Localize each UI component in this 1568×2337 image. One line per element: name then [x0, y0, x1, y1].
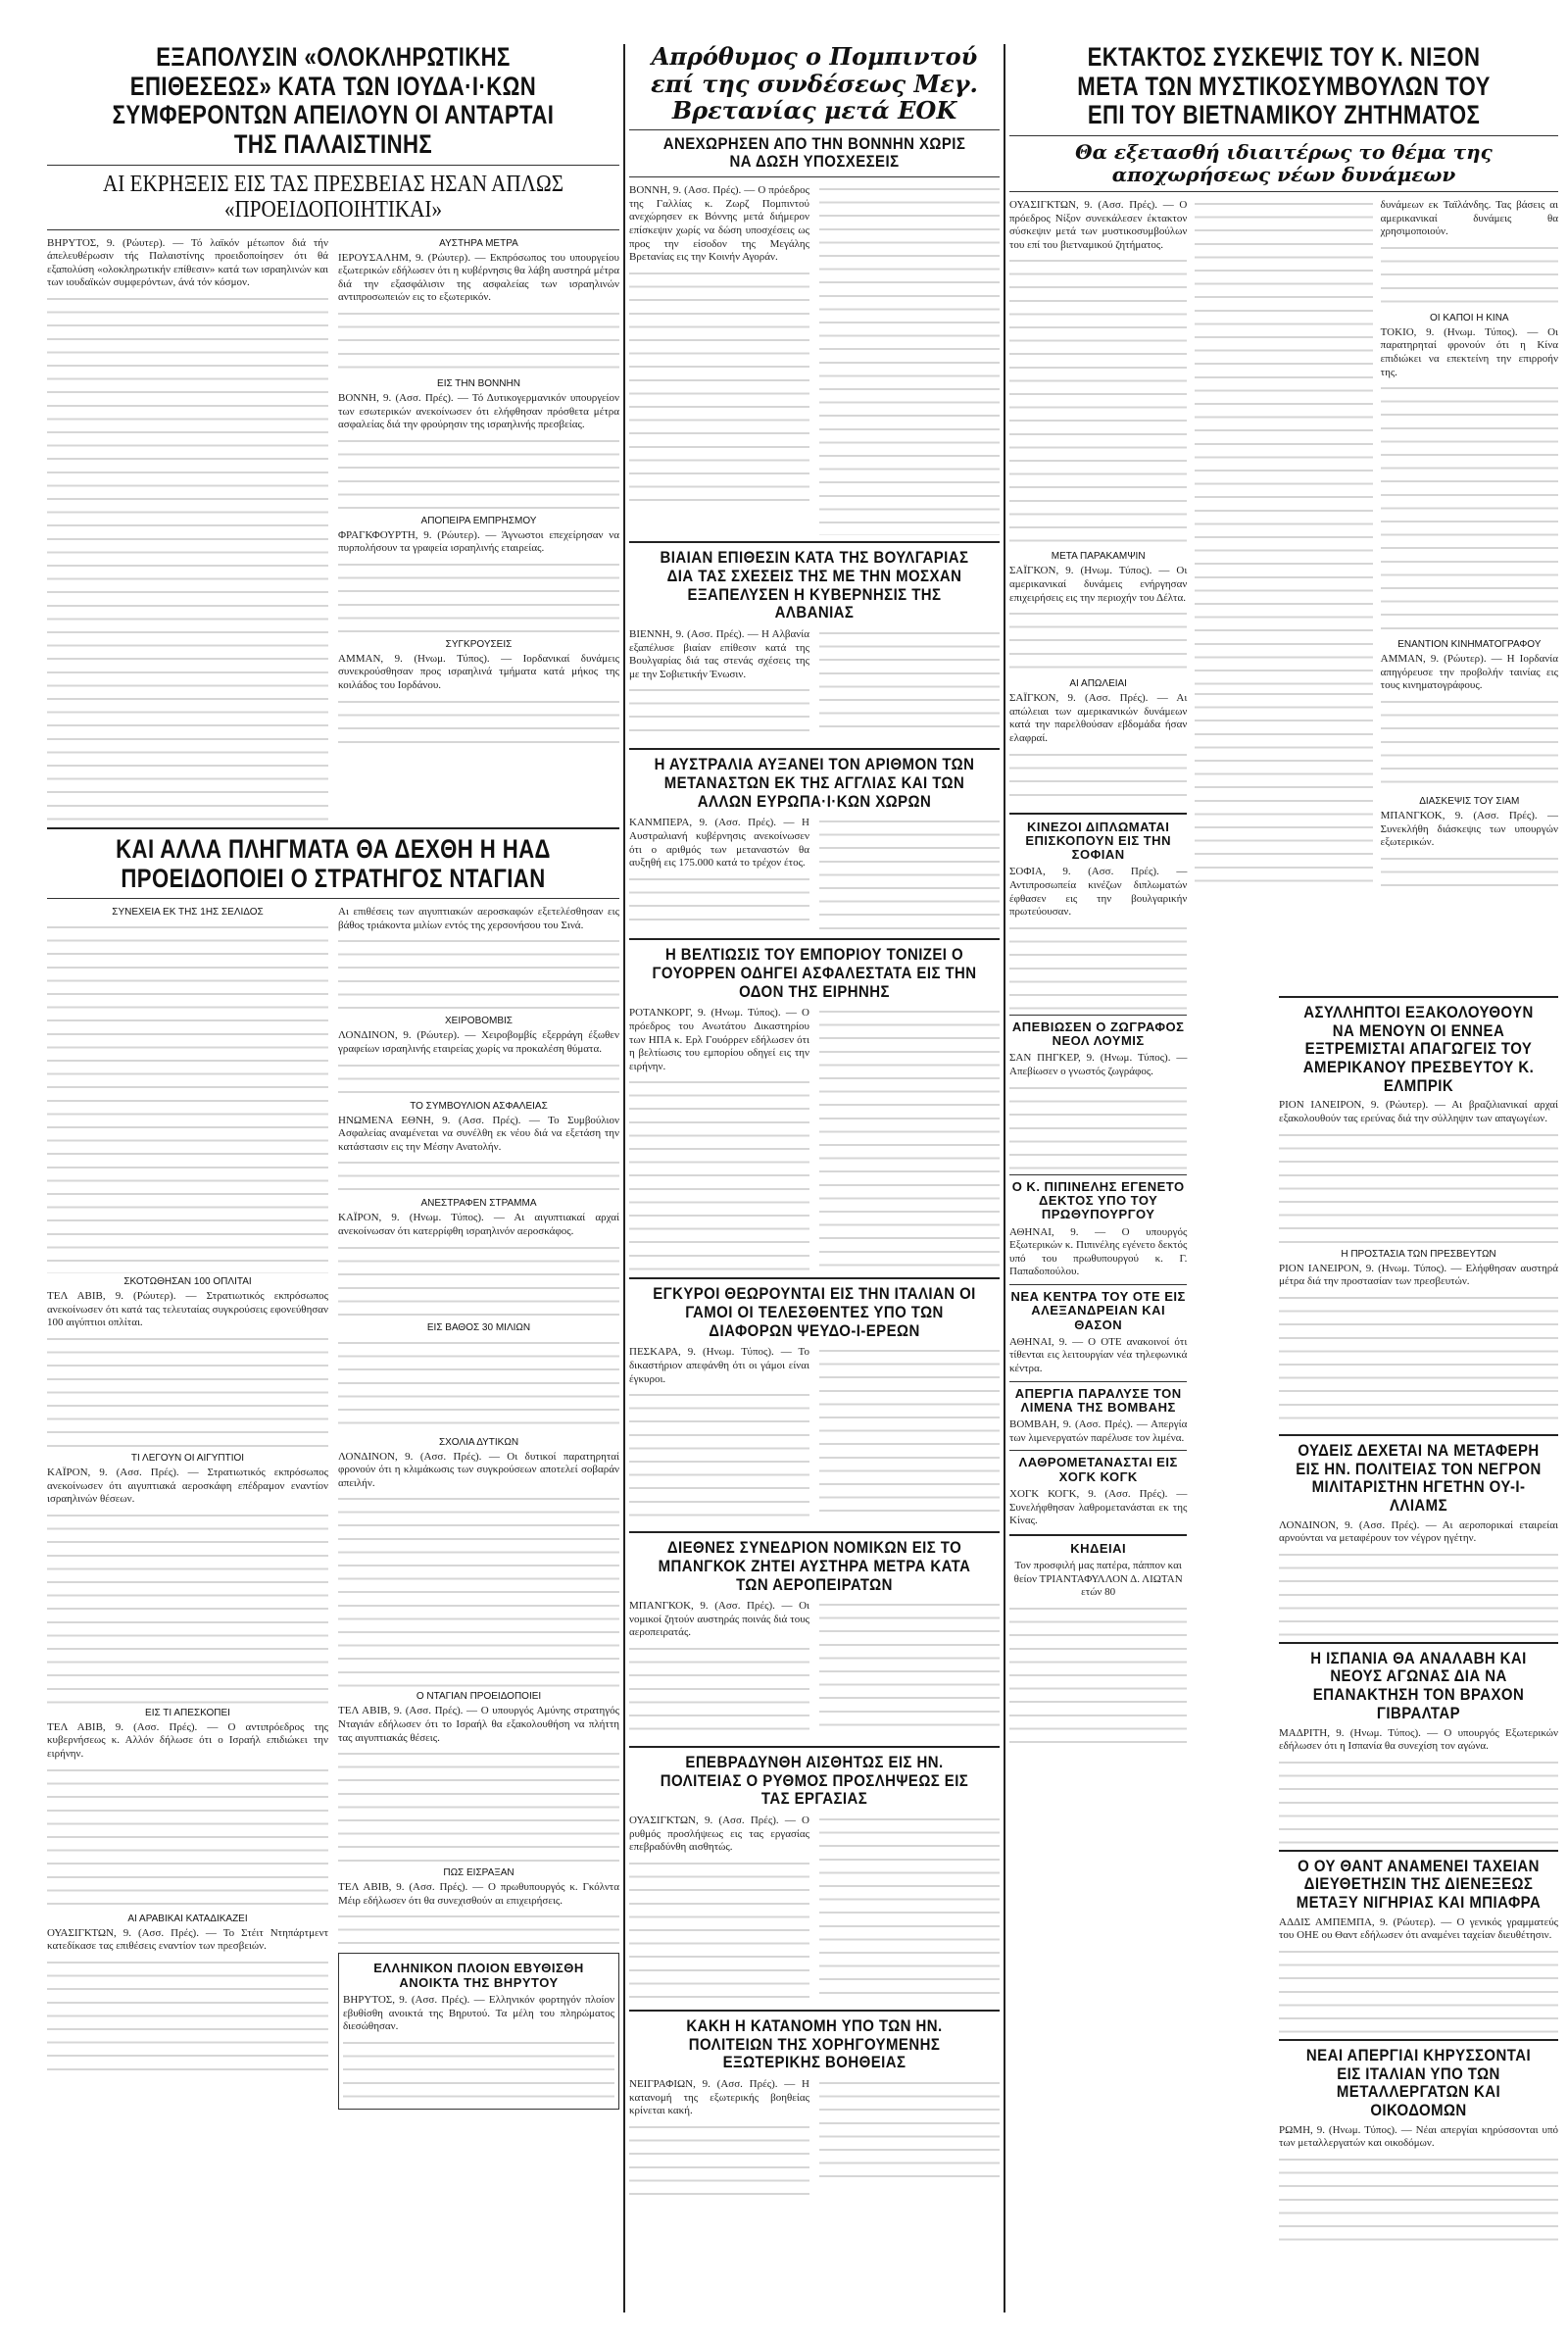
article-text: δυνάμεων εκ Ταϊλάνδης. Τας βάσεις αι αμερικανικαί δυνάμεις θα χρησιμοποιούν. [1380, 199, 1558, 238]
section-heading: ΑΝΕΣΤΡΑΦΕΝ ΣΤΡΑΜΜΑ [420, 1198, 537, 1210]
article-text: ΛΟΝΔΙΝΟΝ, 9. (Ασσ. Πρές). — Αι αεροπορικαί εταιρείαι αρνούνται να μεταφέρουν τον νέγρον ηγέτην. [1279, 1518, 1558, 1545]
column-rule [1004, 44, 1005, 2312]
section-heading: ΕΙΣ ΤΙ ΑΠΕΣΚΟΠΕΙ [145, 1707, 230, 1718]
left-section [47, 39, 619, 2317]
section-heading: ΧΕΙΡΟΒΟΜΒΙΣ [445, 1016, 513, 1027]
box-text: ΑΘΗΝΑΙ, 9. — Ο ΟΤΕ ανακοινοί ότι τίθενται εις λειτουργίαν νέα τηλεφωνικά κέντρα. [1009, 1335, 1188, 1374]
section-heading: ΑΙ ΑΡΑΒΙΚΑΙ ΚΑΤΑΔΙΚΑΖΕΙ [127, 1913, 248, 1924]
article-palestine [47, 235, 619, 821]
section-heading: ΜΕΤΑ ΠΑΡΑΚΑΜΨΙΝ [1051, 551, 1146, 563]
box-headline: ΚΙΝΕΖΟΙ ΔΙΠΛΩΜΑΤΑΙ ΕΠΙΣΚΟΠΟΥΝ ΕΙΣ ΤΗΝ ΣΟΦΙΑΝ [1025, 819, 1171, 863]
section-heading: ΤΙ ΛΕΓΟΥΝ ΟΙ ΑΙΓΥΠΤΙΟΙ [130, 1453, 245, 1465]
section-heading: ΣΚΟΤΩΘΗΣΑΝ 100 ΟΠΛΙΤΑΙ [123, 1276, 252, 1288]
middle-section [629, 39, 1000, 2317]
headline-foreign-aid: ΚΑΚΗ Η ΚΑΤΑΝΟΜΗ ΥΠΟ ΤΩΝ ΗΝ. ΠΟΛΙΤΕΙΩΝ ΤΗΣ ΧΟΡΗΓΟΥΜΕΝΗΣ ΕΞΩΤΕΡΙΚΗΣ ΒΟΗΘΕΙΑΣ [686, 2015, 943, 2072]
box-headline: ΑΠΕΒΙΩΣΕΝ Ο ΖΩΓΡΑΦΟΣ ΝΕΟΛ ΛΟΥΜΙΣ [1011, 1019, 1185, 1049]
section-text: Αι επιθέσεις των αιγυπτιακών αεροσκαφών εξετελέσθησαν εις βάθος τριάκοντα μιλίων εντός της χερσονήσου του Σινά. [338, 906, 619, 931]
headline-bangkok-jurists: ΔΙΕΘΝΕΣ ΣΥΝΕΔΡΙΟΝ ΝΟΜΙΚΩΝ ΕΙΣ ΤΟ ΜΠΑΝΓΚΟΚ ΖΗΤΕΙ ΑΥΣΤΗΡΑ ΜΕΤΡΑ ΚΑΤΑ ΤΩΝ ΑΕΡΟΠΕΙΡΑΤΩΝ [658, 1538, 971, 1594]
subhead-nixon: Θα εξετασθή ιδιαιτέρως το θέμα της αποχωρήσεως νέων δυνάμεων [1075, 140, 1493, 187]
section-text: ΙΕΡΟΥΣΑΛΗΜ, 9. (Ρώυτερ). — Εκπρόσωπος του υπουργείου εξωτερικών εδήλωσεν ότι η κυβέρνησις θα λάβη αυστηρά μέτρα διά την εξασφάλισιν της ασφαλείας των ισραηλινών αντιπροσωπειών εις το εξωτερικόν. [338, 251, 619, 304]
section-text: ΒΟΝΝΗ, 9. (Ασσ. Πρές). — Τό Δυτικογερμανικόν υπουργείον των εσωτερικών ανεκοίνωσεν ότι ελήφθησαν πρόσθετα μέτρα ασφαλείας διά την φρούρησιν της ισραηλινής πρεσβείας. [338, 391, 619, 431]
box-text: ΣΟΦΙΑ, 9. (Ασσ. Πρές). — Αντιπροσωπεία κινέζων διπλωματών έφθασεν εις την βουλγαρικήν πρωτεύουσαν. [1009, 866, 1188, 919]
section-text: ΛΟΝΔΙΝΟΝ, 9. (Ασσ. Πρές). — Οι δυτικοί παρατηρηταί φρονούν ότι η κλιμάκωσις των συγκρούσεων αποτελεί σοβαράν απειλήν. [338, 1450, 619, 1489]
article-text: ΜΑΔΡΙΤΗ, 9. (Ηνωμ. Τύπος). — Ο υπουργός Εξωτερικών εδήλωσεν ότι η Ισπανία θα συνεχίση τον αγώνα. [1279, 1726, 1558, 1753]
box-text: ΧΟΓΚ ΚΟΓΚ, 9. (Ασσ. Πρές). — Συνελήφθησαν λαθρομετανάσται εκ της Κίνας. [1009, 1487, 1188, 1527]
headline-dayan: ΚΑΙ ΑΛΛΑ ΠΛΗΓΜΑΤΑ ΘΑ ΔΕΧΘΗ Η ΗΑΔ ΠΡΟΕΙΔΟΠΟΙΕΙ Ο ΣΤΡΑΤΗΓΟΣ ΝΤΑΓΙΑΝ [116, 833, 551, 893]
obituary-text: Τον προσφιλή μας πατέρα, πάππον και θείον ΤΡΙΑΝΤΑΦΥΛΛΟΝ Δ. ΛΙΩΤΑΝ ετών 80 [1013, 1560, 1183, 1599]
article-text: ΑΔΔΙΣ ΑΜΠΕΜΠΑ, 9. (Ρώυτερ). — Ο γενικός γραμματεύς του ΟΗΕ ου Θαντ εδήλωσεν ότι αναμένει ταχείαν διευθέτησιν. [1279, 1915, 1558, 1942]
section-heading: ΑΠΟΠΕΙΡΑ ΕΜΠΡΗΣΜΟΥ [420, 515, 537, 526]
article-text: ΚΑΝΜΠΕΡΑ, 9. (Ασσ. Πρές). — Η Αυστραλιανή κυβέρνησις ανεκοίνωσεν ότι ο αριθμός των μεταναστών θα αυξηθή εις 175.000 κατά το τρέχον έτος. [629, 817, 809, 870]
article-text: ΒΟΝΝΗ, 9. (Ασσ. Πρές). — Ο πρόεδρος της Γαλλίας κ. Ζωρζ Πομπιντού ανεχώρησεν εκ Βόννης μετά διήμερον επίσκεψιν χωρίς να δώση υποσχέσεις ως προς την είσοδον της Μεγάλης Βρετανίας εις την Κοινήν Αγοράν. [629, 184, 809, 264]
headline-williams: ΟΥΔΕΙΣ ΔΕΧΕΤΑΙ ΝΑ ΜΕΤΑΦΕΡΗ ΕΙΣ ΗΝ. ΠΟΛΙΤΕΙΑΣ ΤΟΝ ΝΕΓΡΟΝ ΜΙΛΙΤΑΡΙΣΤΗΝ ΗΓΕΤΗΝ ΟΥ-Ι-ΛΛΙΑΜΣ [1296, 1440, 1542, 1515]
right-lower-stories [1279, 990, 1558, 2317]
article-text: ΟΥΑΣΙΓΚΤΩΝ, 9. (Ασσ. Πρές). — Ο πρόεδρος Νίξον συνεκάλεσεν έκτακτον σύσκεψιν μετά των μυστικοσυμβούλων του επί του βιετναμικού ζητήματος. [1009, 199, 1188, 251]
box-headline: ΝΕΑ ΚΕΝΤΡΑ ΤΟΥ ΟΤΕ ΕΙΣ ΑΛΕΞΑΝΔΡΕΙΑΝ ΚΑΙ ΘΑΣΟΝ [1010, 1288, 1186, 1332]
section-text: ΑΜΜΑΝ, 9. (Ηνωμ. Τύπος). — Ιορδανικαί δυνάμεις συνεκρούσθησαν προς ισραηλινά τμήματα κατά μήκος της κοιλάδος του Ιορδάνου. [338, 652, 619, 692]
article-text: ΡΩΜΗ, 9. (Ηνωμ. Τύπος). — Νέαι απεργίαι κηρύσσονται υπό των μεταλλεργατών και οικοδόμων. [1279, 2123, 1558, 2150]
section-text: ΡΙΟΝ ΙΑΝΕΙΡΟΝ, 9. (Ηνωμ. Τύπος). — Ελήφθησαν αυστηρά μέτρα διά την προστασίαν των πρεσβευτών. [1279, 1262, 1558, 1288]
article-text: ΡΟΤΑΝΚΟΡΓ, 9. (Ηνωμ. Τύπος). — Ο πρόεδρος του Ανωτάτου Δικαστηρίου των ΗΠΑ κ. Ερλ Γουόρρεν εδήλωσεν ότι η βελτίωσις του εμπορίου οδηγεί εις την ειρήνην. [629, 1007, 809, 1072]
headline-gibraltar: Η ΙΣΠΑΝΙΑ ΘΑ ΑΝΑΛΑΒΗ ΚΑΙ ΝΕΟΥΣ ΑΓΩΝΑΣ ΔΙΑ ΝΑ ΕΠΑΝΑΚΤΗΣΗ ΤΟΝ ΒΡΑΧΟΝ ΓΙΒΡΑΛΤΑΡ [1310, 1648, 1527, 1722]
box-text: ΑΘΗΝΑΙ, 9. — Ο υπουργός Εξωτερικών κ. Πιπινέλης εγένετο δεκτός υπό του πρωθυπουργού κ. Γ. Παπαδοπούλου. [1009, 1225, 1188, 1278]
main-headline-palestine: ΕΞΑΠΟΛΥΣΙΝ «ΟΛΟΚΛΗΡΩΤΙΚΗΣ ΕΠΙΘΕΣΕΩΣ» ΚΑΤΑ ΤΩΝ ΙΟΥΔΑ·Ι·ΚΩΝ ΣΥΜΦΕΡΟΝΤΩΝ ΑΠΕΙΛΟΥΝ ΟΙ ΑΝΤΑΡΤΑΙ ΤΗΣ ΠΑΛΑΙΣΤΙΝΗΣ [112, 42, 555, 160]
obituary-heading: ΚΗΔΕΙΑΙ [1070, 1540, 1127, 1556]
section-text: ΣΑΪΓΚΟΝ, 9. (Ασσ. Πρές). — Αι απώλειαι των αμερικανικών δυνάμεων κατά την παρελθούσαν εβδομάδα ήσαν ελαφραί. [1009, 692, 1188, 744]
article-dayan [47, 904, 619, 2113]
section-text: ΤΕΛ ΑΒΙΒ, 9. (Ασσ. Πρές). — Ο υπουργός Αμύνης στρατηγός Νταγιάν εδήλωσεν ότι το Ισραήλ θα εξακολουθήση να πλήττη τας αιγυπτιακάς θέσεις. [338, 1705, 619, 1744]
box-text: ΒΗΡΥΤΟΣ, 9. (Ασσ. Πρές). — Ελληνικόν φορτηγόν πλοίον εβυθίσθη ανοικτά της Βηρυτού. Τα μέλη του πληρώματος διεσώθησαν. [343, 1993, 614, 2033]
box-text: ΣΑΝ ΠΗΓΚΕΡ, 9. (Ηνωμ. Τύπος). — Απεβίωσεν ο γνωστός ζωγράφος. [1009, 1052, 1188, 1078]
article-text: ΝΕΙΓΡΑΦΙΩΝ, 9. (Ασσ. Πρές). — Η κατανομή της εξωτερικής βοηθείας κρίνεται κακή. [629, 2077, 809, 2117]
section-heading: ΣΥΓΚΡΟΥΣΕΙΣ [445, 638, 513, 650]
article-text: ΡΙΟΝ ΙΑΝΕΙΡΟΝ, 9. (Ρώυτερ). — Αι βραζιλιανικαί αρχαί εξακολουθούν τας ερεύνας διά την σύλληψιν των απαγωγέων. [1279, 1099, 1558, 1125]
column-rule [623, 44, 625, 2312]
section-heading: ΔΙΑΣΚΕΨΙΣ ΤΟΥ ΣΙΑΜ [1419, 796, 1520, 807]
section-text: ΛΟΝΔΙΝΟΝ, 9. (Ρώυτερ). — Χειροβομβίς εξερράγη έξωθεν γραφείων ισραηλινής εταιρείας χωρίς να προκαλέση θύματα. [338, 1029, 619, 1056]
section-heading: Ο ΝΤΑΓΙΑΝ ΠΡΟΕΙΔΟΠΟΙΕΙ [416, 1691, 542, 1703]
section-text: ΟΥΑΣΙΓΚΤΩΝ, 9. (Ασσ. Πρές). — Το Στέιτ Ντηπάρτμεντ κατεδίκασε τας επιθέσεις εναντίον των πρεσβειών. [47, 1926, 328, 1953]
section-text: ΗΝΩΜΕΝΑ ΕΘΝΗ, 9. (Ασσ. Πρές). — Το Συμβούλιον Ασφαλείας αναμένεται να συνέλθη εκ νέου διά να εξετάση την κατάστασιν εις την Μέσην Ανατολήν. [338, 1114, 619, 1153]
box-text: ΒΟΜΒΑΗ, 9. (Ασσ. Πρές). — Απεργία των λιμενεργατών παρέλυσε τον λιμένα. [1009, 1418, 1188, 1444]
subhead-embassies: ΑΙ ΕΚΡΗΞΕΙΣ ΕΙΣ ΤΑΣ ΠΡΕΣΒΕΙΑΣ ΗΣΑΝ ΑΠΛΩΣ «ΠΡΟΕΙΔΟΠΟΙΗΤΙΚΑΙ» [103, 171, 564, 224]
box-headline: Ο Κ. ΠΙΠΙΝΕΛΗΣ ΕΓΕΝΕΤΟ ΔΕΚΤΟΣ ΥΠΟ ΤΟΥ ΠΡΩΘΥΠΟΥΡΓΟΥ [1011, 1178, 1185, 1222]
headline-italy-strikes: ΝΕΑΙ ΑΠΕΡΓΙΑΙ ΚΗΡΥΣΣΟΝΤΑΙ ΕΙΣ ΙΤΑΛΙΑΝ ΥΠΟ ΤΩΝ ΜΕΤΑΛΛΕΡΓΑΤΩΝ ΚΑΙ ΟΙΚΟΔΟΜΩΝ [1305, 2045, 1532, 2119]
section-heading: ΑΥΣΤΗΡΑ ΜΕΤΡΑ [439, 237, 518, 249]
box-headline: ΕΛΛΗΝΙΚΟΝ ΠΛΟΙΟΝ ΕΒΥΘΙΣΘΗ ΑΝΟΙΚΤΑ ΤΗΣ ΒΗΡΥΤΟΥ [373, 1961, 584, 1990]
section-text: ΤΕΛ ΑΒΙΒ, 9. (Ρώυτερ). — Στρατιωτικός εκπρόσωπος ανεκοίνωσεν ότι κατά τας τελευταίας συγκρούσεις εφονεύθησαν 100 αιγύπτιοι οπλίται. [47, 1290, 328, 1329]
section-heading: ΕΙΣ ΤΗΝ ΒΟΝΝΗΝ [437, 377, 520, 389]
article-text: ΒΙΕΝΝΗ, 9. (Ασσ. Πρές). — Η Αλβανία εξαπέλυσε βιαίαν επίθεσιν κατά της Βουλγαρίας διά τας στενάς σχέσεις της με την Σοβιετικήν Ένωσιν. [629, 627, 809, 680]
article-text: ΟΥΑΣΙΓΚΤΩΝ, 9. (Ασσ. Πρές). — Ο ρυθμός προσλήψεως εις τας εργασίας επεβραδύνθη αισθητώς. [629, 1815, 809, 1854]
section-heading: Η ΠΡΟΣΤΑΣΙΑ ΤΩΝ ΠΡΕΣΒΕΥΤΩΝ [1341, 1248, 1496, 1260]
headline-italy-marriages: ΕΓΚΥΡΟΙ ΘΕΩΡΟΥΝΤΑΙ ΕΙΣ ΤΗΝ ΙΤΑΛΙΑΝ ΟΙ ΓΑΜΟΙ ΟΙ ΤΕΛΕΣΘΕΝΤΕΣ ΥΠΟ ΤΩΝ ΔΙΑΦΟΡΩΝ ΨΕΥΔΟ-Ι-ΕΡΕΩΝ [653, 1284, 976, 1340]
article-lead: ΒΗΡΥΤΟΣ, 9. (Ρώυτερ). — Τό λαϊκόν μέτωπον διά τήν άπελευθέρωσιν τής Παλαιστίνης προειδοποίησεν ότι θά εξαπολύση «ολοκληρωτικήν επίθεσιν» κατά των ισραηλινών και των ιουδαϊκών συμφερόντων, άνά τόν κόσμον. [47, 236, 328, 289]
headline-albania: ΒΙΑΙΑΝ ΕΠΙΘΕΣΙΝ ΚΑΤΑ ΤΗΣ ΒΟΥΛΓΑΡΙΑΣ ΔΙΑ ΤΑΣ ΣΧΕΣΕΙΣ ΤΗΣ ΜΕ ΤΗΝ ΜΟΣΧΑΝ ΕΞΑΠΕΛΥΣΕΝ Η ΚΥΒΕΡΝΗΣΙΣ ΤΗΣ ΑΛΒΑΝΙΑΣ [660, 548, 969, 622]
headline-nixon: ΕΚΤΑΚΤΟΣ ΣΥΣΚΕΨΙΣ ΤΟΥ Κ. ΝΙΞΟΝ ΜΕΤΑ ΤΩΝ ΜΥΣΤΙΚΟΣΥΜΒΟΥΛΩΝ ΤΟΥ ΕΠΙ ΤΟΥ ΒΙΕΤΝΑΜΙΚΟΥ ΖΗΤΗΜΑΤΟΣ [1077, 42, 1491, 130]
section-heading: ΣΧΟΛΙΑ ΔΥΤΙΚΩΝ [438, 1436, 519, 1448]
article-text: ΠΕΣΚΑΡΑ, 9. (Ηνωμ. Τύπος). — Το δικαστήριον απεφάνθη ότι οι γάμοι είναι έγκυροι. [629, 1346, 809, 1385]
section-text: ΤΕΛ ΑΒΙΒ, 9. (Ασσ. Πρές). — Ο πρωθυπουργός κ. Γκόλντα Μέιρ εδήλωσεν ότι θα συνεχισθούν αι επιχειρήσεις. [338, 1881, 619, 1907]
section-heading: ΕΝΑΝΤΙΟΝ ΚΙΝΗΜΑΤΟΓΡΑΦΟΥ [1397, 639, 1542, 651]
section-text: ΣΑΪΓΚΟΝ, 9. (Ηνωμ. Τύπος). — Οι αμερικανικαί δυνάμεις ενήργησαν επιχειρήσεις εις την περιοχήν του Δέλτα. [1009, 565, 1188, 604]
section-text: ΜΠΑΝΓΚΟΚ, 9. (Ασσ. Πρές). — Συνεκλήθη διάσκεψις των υπουργών εξωτερικών. [1380, 810, 1558, 849]
section-text: ΚΑΪΡΟΝ, 9. (Ασσ. Πρές). — Στρατιωτικός εκπρόσωπος ανεκοίνωσεν ότι αιγυπτιακά αεροσκάφη επέδραμον εναντίον ισραηλινών θέσεων. [47, 1467, 328, 1506]
section-heading: ΑΙ ΑΠΩΛΕΙΑΙ [1069, 678, 1127, 690]
section-heading: ΠΩΣ ΕΙΣΡΑΞΑΝ [443, 1867, 514, 1879]
section-heading: ΣΥΝΕΧΕΙΑ ΕΚ ΤΗΣ 1ΗΣ ΣΕΛΙΔΟΣ [112, 907, 264, 919]
section-text: ΦΡΑΓΚΦΟΥΡΤΗ, 9. (Ρώυτερ). — Άγνωστοι επεχείρησαν να πυρπολήσουν τα γραφεία ισραηλινής εταιρείας. [338, 528, 619, 555]
section-heading: ΟΙ ΚΑΠΟΙ Η ΚΙΝΑ [1430, 312, 1509, 323]
section-text: ΚΑΪΡΟΝ, 9. (Ηνωμ. Τύπος). — Αι αιγυπτιακαί αρχαί ανεκοίνωσαν ότι κατερρίφθη ισραηλινόν αεροσκάφος. [338, 1212, 619, 1238]
headline-warren: Η ΒΕΛΤΙΩΣΙΣ ΤΟΥ ΕΜΠΟΡΙΟΥ ΤΟΝΙΖΕΙ Ο ΓΟΥΟΡΡΕΝ ΟΔΗΓΕΙ ΑΣΦΑΛΕΣΤΑΤΑ ΕΙΣ ΤΗΝ ΟΔΟΝ ΤΗΣ ΕΙΡΗΝΗΣ [652, 945, 977, 1001]
headline-us-employment: ΕΠΕΒΡΑΔΥΝΘΗ ΑΙΣΘΗΤΩΣ ΕΙΣ ΗΝ. ΠΟΛΙΤΕΙΑΣ Ο ΡΥΘΜΟΣ ΠΡΟΣΛΗΨΕΩΣ ΕΙΣ ΤΑΣ ΕΡΓΑΣΙΑΣ [660, 1753, 969, 1809]
box-headline: ΛΑΘΡΟΜΕΤΑΝΑΣΤΑΙ ΕΙΣ ΧΟΓΚ ΚΟΓΚ [1018, 1455, 1178, 1484]
subhead-pompidou: ΑΝΕΧΩΡΗΣΕΝ ΑΠΟ ΤΗΝ ΒΟΝΝΗΝ ΧΩΡΙΣ ΝΑ ΔΩΣΗ ΥΠΟΣΧΕΣΕΙΣ [662, 133, 966, 172]
section-heading: ΤΟ ΣΥΜΒΟΥΛΙΟΝ ΑΣΦΑΛΕΙΑΣ [410, 1100, 548, 1112]
section-text: ΤΟΚΙΟ, 9. (Ηνωμ. Τύπος). — Οι παρατηρηταί φρονούν ότι η Κίνα επιδιώκει να επεκτείνη την επιρροήν της. [1380, 325, 1558, 378]
headline-kidnappers: ΑΣΥΛΛΗΠΤΟΙ ΕΞΑΚΟΛΟΥΘΟΥΝ ΝΑ ΜΕΝΟΥΝ ΟΙ ΕΝΝΕΑ ΕΞΤΡΕΜΙΣΤΑΙ ΑΠΑΓΩΓΕΙΣ ΤΟΥ ΑΜΕΡΙΚΑΝΟΥ ΠΡΕΣΒΕΥΤΟΥ Κ. ΕΛΜΠΡΙΚ [1302, 1003, 1535, 1095]
body-text [47, 292, 328, 821]
headline-australia: Η ΑΥΣΤΡΑΛΙΑ ΑΥΞΑΝΕΙ ΤΟΝ ΑΡΙΘΜΟΝ ΤΩΝ ΜΕΤΑΝΑΣΤΩΝ ΕΚ ΤΗΣ ΑΓΓΛΙΑΣ ΚΑΙ ΤΩΝ ΑΛΛΩΝ ΕΥΡΩΠΑ·Ι·ΚΩΝ ΧΩΡΩΝ [654, 755, 975, 811]
section-text: ΤΕΛ ΑΒΙΒ, 9. (Ασσ. Πρές). — Ο αντιπρόεδρος της κυβερνήσεως κ. Αλλόν δήλωσε ότι ο Ισραήλ επιδιώκει την ειρήνην. [47, 1720, 328, 1761]
headline-pompidou: Απρόθυμος ο Πομπιντού επί της συνδέσεως Μεγ. Βρετανίας μετά ΕΟΚ [651, 42, 978, 125]
box-greek-ship [338, 1953, 619, 2109]
section-heading: ΕΙΣ ΒΑΘΟΣ 30 ΜΙΛΙΩΝ [426, 1321, 531, 1333]
section-text: ΑΜΜΑΝ, 9. (Ρώυτερ). — Η Ιορδανία απηγόρευσε την προβολήν ταινίας εις τους κινηματογράφους. [1380, 653, 1558, 692]
box-headline: ΑΠΕΡΓΙΑ ΠΑΡΑΛΥΣΕ ΤΟΝ ΛΙΜΕΝΑ ΤΗΣ ΒΟΜΒΑΗΣ [1014, 1385, 1182, 1415]
article-text: ΜΠΑΝΓΚΟΚ, 9. (Ασσ. Πρές). — Οι νομικοί ζητούν αυστηράς ποινάς διά τους αεροπειρατάς. [629, 1600, 809, 1639]
headline-u-thant: Ο ΟΥ ΘΑΝΤ ΑΝΑΜΕΝΕΙ ΤΑΧΕΙΑΝ ΔΙΕΥΘΕΤΗΣΙΝ ΤΗΣ ΔΙΕΝΕΞΕΩΣ ΜΕΤΑΞΥ ΝΙΓΗΡΙΑΣ ΚΑΙ ΜΠΙΑΦΡΑ [1296, 1856, 1542, 1913]
